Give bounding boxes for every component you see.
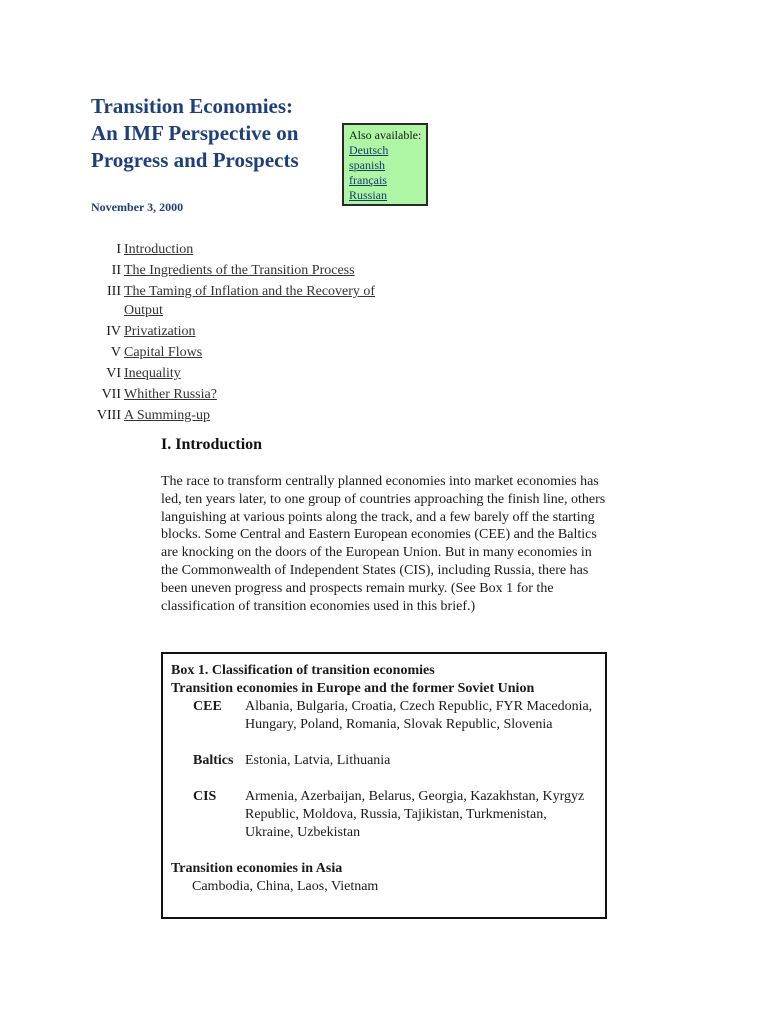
toc-item — [80, 406, 410, 425]
group-key: Baltics — [193, 753, 234, 768]
toc-link-introduction[interactable]: Introduction — [124, 242, 194, 257]
toc-item — [80, 240, 410, 259]
group-countries: Estonia, Latvia, Lithuania — [245, 753, 391, 768]
group-countries: Armenia, Azerbaijan, Belarus, Georgia, Kazakhstan, Kyrgyz Republic, Moldova, Russia, Tajikistan, Turkmenistan, Ukraine, Uzbekistan — [245, 789, 585, 840]
title-line-1: Transition Economies: — [91, 94, 294, 118]
intro-paragraph: The race to transform centrally planned economies into market economies has led, ten years later, to one group of countries approaching the finish line, others languishing at various points along the track, and a few barely off the starting blocks. Some Central and Eastern European economies (CEE) and the Baltics are knocking on the doors of the European Union. But in many economies in the Commonwealth of Independent States (CIS), including Russia, there has been uneven progress and prospects remain murky. (See Box 1 for the classification of transition economies used in this brief.) — [161, 474, 606, 614]
toc-item — [80, 282, 410, 320]
toc-item — [80, 385, 410, 404]
toc-link-whither-russia[interactable]: Whither Russia? — [124, 387, 217, 402]
publication-date: November 3, 2000 — [91, 200, 184, 214]
language-link-deutsch[interactable]: Deutsch — [349, 143, 389, 157]
also-available-label: Also available: — [349, 128, 422, 142]
language-link-spanish[interactable]: spanish — [349, 158, 385, 172]
classification-box — [161, 652, 607, 919]
toc-number: II — [111, 263, 121, 278]
toc-item — [80, 322, 410, 341]
title-line-3: Progress and Prospects — [91, 148, 299, 172]
box-subtitle-europe: Transition economies in Europe and the former Soviet Union — [171, 681, 535, 696]
toc-number: I — [116, 242, 121, 257]
toc-link-inflation-output[interactable]: The Taming of Inflation and the Recovery of Output — [124, 284, 376, 318]
toc-link-capital-flows[interactable]: Capital Flows — [124, 345, 203, 360]
toc-link-privatization[interactable]: Privatization — [124, 324, 196, 339]
toc-link-inequality[interactable]: Inequality — [124, 366, 181, 381]
group-key: CEE — [193, 699, 222, 714]
group-cis — [171, 788, 605, 842]
language-link-russian[interactable]: Russian — [349, 188, 388, 202]
box-subtitle-asia: Transition economies in Asia — [171, 861, 343, 876]
group-key: CIS — [193, 789, 217, 804]
table-of-contents — [80, 240, 410, 427]
toc-number: VI — [106, 366, 121, 381]
box-title: Box 1. Classification of transition economies — [171, 663, 435, 678]
toc-number: III — [107, 284, 121, 299]
toc-item — [80, 364, 410, 383]
toc-number: IV — [106, 324, 121, 339]
toc-item — [80, 261, 410, 280]
title-line-2: An IMF Perspective on — [91, 121, 299, 145]
toc-link-summing-up[interactable]: A Summing-up — [124, 408, 210, 423]
asia-countries: Cambodia, China, Laos, Vietnam — [192, 879, 379, 894]
group-cee — [171, 698, 605, 734]
document-title — [91, 93, 299, 174]
toc-link-ingredients[interactable]: The Ingredients of the Transition Process — [124, 263, 355, 278]
group-baltics — [171, 752, 605, 770]
language-link-francais[interactable]: français — [349, 173, 387, 187]
toc-item — [80, 343, 410, 362]
toc-number: VII — [101, 387, 121, 402]
toc-number: VIII — [96, 408, 121, 423]
also-available-box — [342, 123, 428, 206]
group-countries: Albania, Bulgaria, Croatia, Czech Republic, FYR Macedonia, Hungary, Poland, Romania, Slovak Republic, Slovenia — [245, 699, 593, 732]
toc-number: V — [110, 345, 121, 360]
section-heading: I. Introduction — [161, 436, 263, 453]
